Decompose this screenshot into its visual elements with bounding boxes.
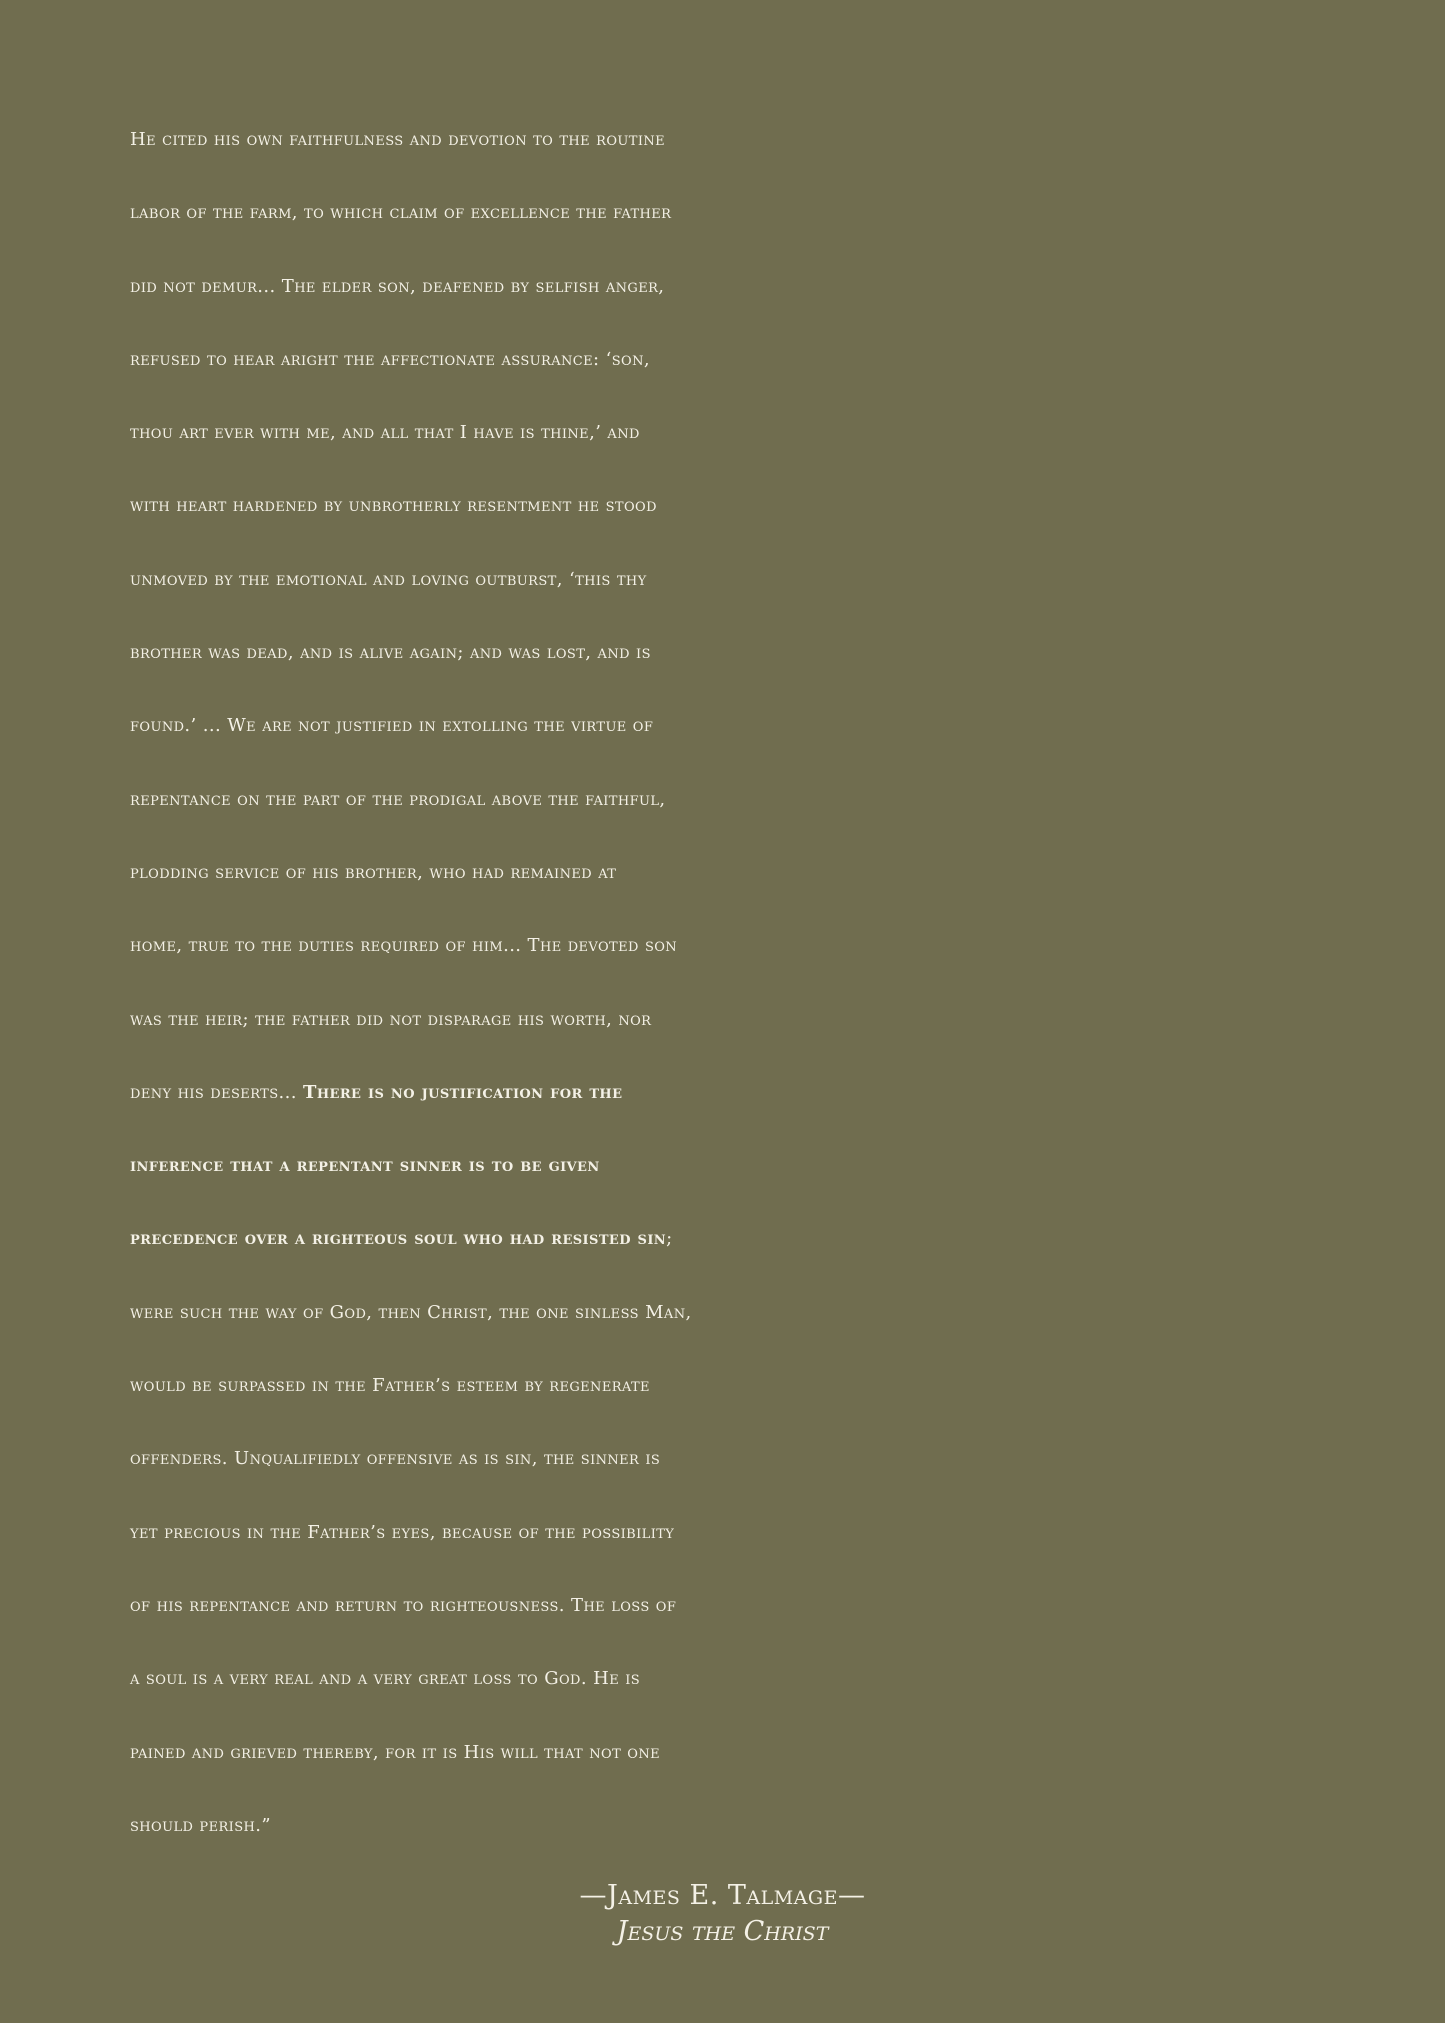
quote-line-16	[130, 1202, 1330, 1275]
quote-line-22: a soul is a very real and a very great loss to God. He is	[130, 1668, 641, 1690]
quote-line-8: brother was dead, and is alive again; and was lost, and is	[130, 642, 651, 664]
quote-line-19: offenders. Unqualifiedly offensive as is sin, the sinner is	[130, 1448, 661, 1470]
quote-line-24: should perish.”	[130, 1814, 271, 1836]
quote-line-9: found.’ ... We are not justified in extolling the virtue of	[130, 715, 654, 737]
quote-line-7: unmoved by the emotional and loving outburst, ‘this thy	[130, 568, 647, 590]
quote-line-10: repentance on the part of the prodigal above the faithful,	[130, 788, 666, 810]
attribution-author: —James E. Talmage—	[579, 1880, 866, 1911]
quote-line-14	[130, 1056, 1330, 1129]
quote-emphasis-middle: inference that a repentant sinner is to be given	[130, 1155, 600, 1177]
quote-line-21: of his repentance and return to righteousness. The loss of	[130, 1594, 677, 1616]
attribution	[0, 1878, 1445, 1950]
quote-body	[130, 103, 1330, 1862]
attribution-work-title: Jesus the Christ	[616, 1916, 829, 1947]
quote-line-12: home, true to the duties required of him... The devoted son	[130, 935, 678, 957]
quote-line-16-plain: ;	[666, 1228, 673, 1250]
quote-line-17: were such the way of God, then Christ, the one sinless Man,	[130, 1301, 692, 1323]
quote-line-13: was the heir; the father did not disparage his worth, nor	[130, 1008, 652, 1030]
quote-line-4: refused to hear aright the affectionate assurance: ‘son,	[130, 348, 650, 370]
quote-line-3: did not demur... The elder son, deafened by selfish anger,	[130, 275, 665, 297]
quote-line-6: with heart hardened by unbrotherly resentment he stood	[130, 495, 657, 517]
quote-line-23: pained and grieved thereby, for it is His will that not one	[130, 1741, 660, 1763]
quote-line-5: thou art ever with me, and all that I have is thine,’ and	[130, 422, 640, 444]
quote-emphasis-start: There is no justification for the	[303, 1081, 623, 1103]
quote-line-2: labor of the farm, to which claim of excellence the father	[130, 202, 672, 224]
quote-line-20: yet precious in the Father’s eyes, because of the possibility	[130, 1521, 675, 1543]
quote-line-15	[130, 1129, 1330, 1202]
quote-line-11: plodding service of his brother, who had remained at	[130, 861, 617, 883]
quote-line-1: He cited his own faithfulness and devotion to the routine	[130, 129, 666, 150]
quote-line-14-plain: deny his deserts...	[130, 1081, 304, 1103]
quote-emphasis-end: precedence over a righteous soul who had resisted sin	[130, 1228, 667, 1250]
quote-line-18: would be surpassed in the Father’s esteem by regenerate	[130, 1375, 650, 1397]
